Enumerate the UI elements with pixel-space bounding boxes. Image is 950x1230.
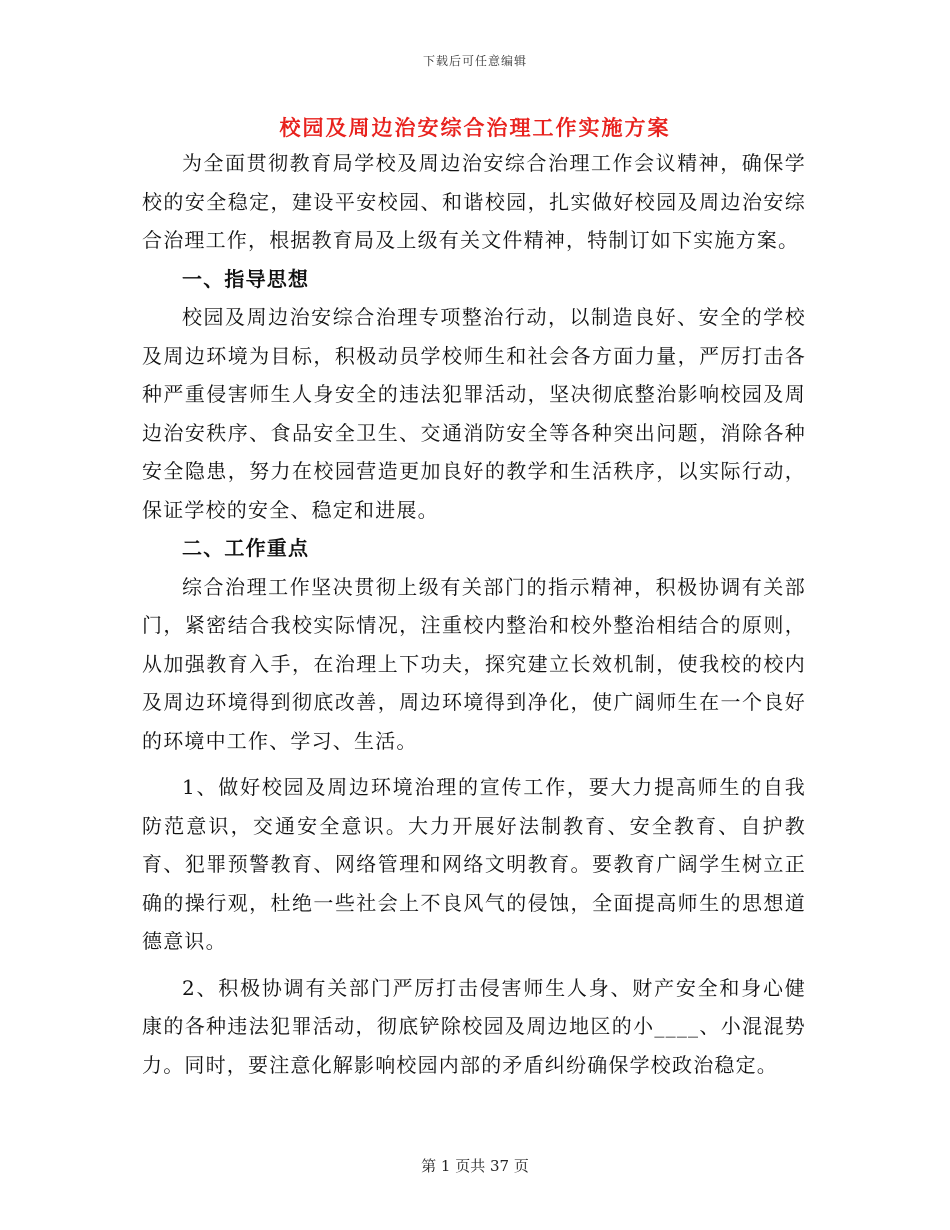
- page-number-footer: 第 1 页共 37 页: [421, 1157, 529, 1175]
- work-focus-paragraph: 综合治理工作坚决贯彻上级有关部门的指示精神，积极协调有关部门，紧密结合我校实际情况，注重校内整治和校外整治相结合的原则，从加强教育入手，在治理上下功夫，探究建立长效机制，使我校的校内及周边环境得到彻底改善，周边环境得到净化，使广阔师生在一个良好的环境中工作、学习、生活。: [142, 574, 806, 753]
- intro-paragraph: 为全面贯彻教育局学校及周边治安综合治理工作会议精神，确保学校的安全稳定，建设平安校园、和谐校园，扎实做好校园及周边治安综合治理工作，根据教育局及上级有关文件精神，特制订如下实施方案。: [142, 151, 806, 252]
- section-heading-work-focus: 二、工作重点: [182, 536, 310, 560]
- document-title: 校园及周边治安综合治理工作实施方案: [279, 115, 671, 140]
- guiding-thought-paragraph: 校园及周边治安综合治理专项整治行动，以制造良好、安全的学校及周边环境为目标，积极动员学校师生和社会各方面力量，严厉打击各种严重侵害师生人身安全的违法犯罪活动，坚决彻底整治影响校园及周边治安秩序、食品安全卫生、交通消防安全等各种突出问题，消除各种安全隐患，努力在校园营造更加良好的教学和生活秩序，以实际行动，保证学校的安全、稳定和进展。: [142, 305, 806, 522]
- section-heading-guiding-thought: 一、指导思想: [182, 266, 310, 291]
- work-focus-item-2: 2、积极协调有关部门严厉打击侵害师生人身、财产安全和身心健康的各种违法犯罪活动，彻底铲除校园及周边地区的小____、小混混势力。同时，要注意化解影响校园内部的矛盾纠纷确保学校政治稳定。: [142, 975, 806, 1077]
- document-body: [142, 144, 806, 1084]
- page-header-note: 下载后可任意编辑: [422, 54, 527, 68]
- work-focus-item-1: 1、做好校园及周边环境治理的宣传工作，要大力提高师生的自我防范意识，交通安全意识。大力开展好法制教育、安全教育、自护教育、犯罪预警教育、网络管理和网络文明教育。要教育广阔学生树立正确的操行观，杜绝一些社会上不良风气的侵蚀，全面提高师生的思想道德意识。: [142, 775, 806, 953]
